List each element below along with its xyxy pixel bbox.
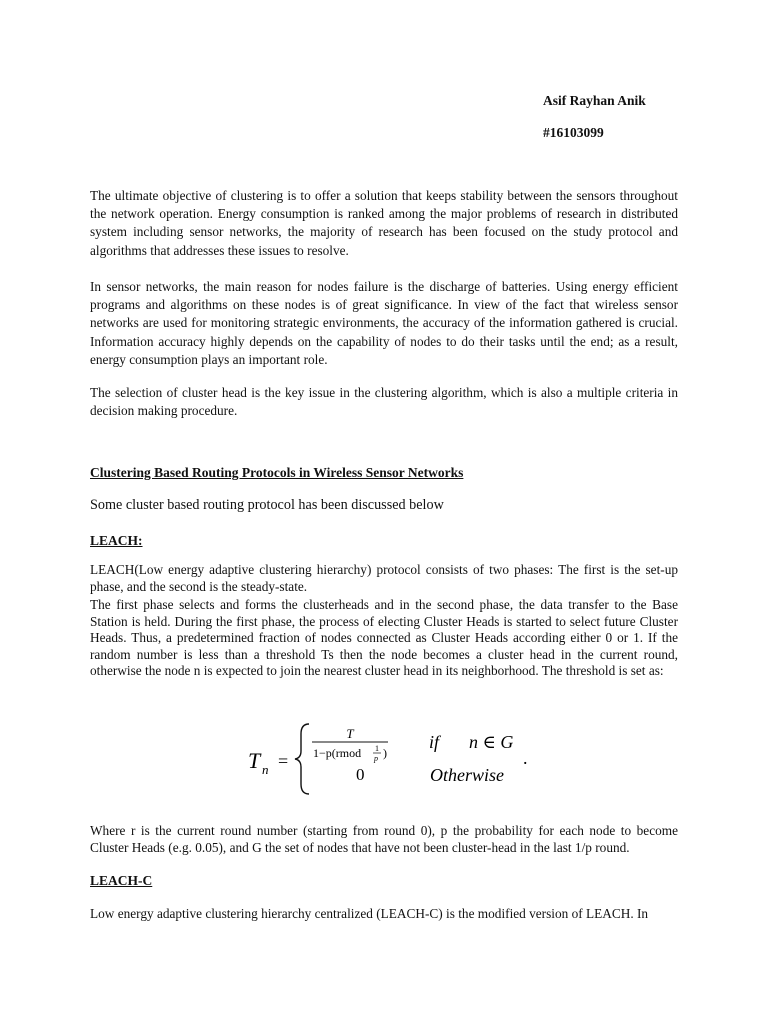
fraction-close-paren: ) [383,746,387,760]
section-subtitle: Some cluster based routing protocol has been discussed below [90,497,444,513]
section-title: Clustering Based Routing Protocols in Wireless Sensor Networks [90,465,464,480]
condition-otherwise: Otherwise [430,765,504,785]
leach-paragraph-3: Where r is the current round number (starting from round 0), p the probability for each node to become Cluster Heads (e.g. 0.05), and G the set of nodes that have not been cluster-head in the last 1/p round. [90,823,678,855]
formula-zero: 0 [356,765,365,784]
student-id: #16103099 [543,125,604,140]
intro-paragraph-1: The ultimate objective of clustering is to offer a solution that keeps stability between the sensors throughout the network operation. Energy consumption is ranked among the major problems of research in distributed system including sensor networks, the majority of research has been focused on the study protocol and algorithms that addresses these issues to resolve. [90,188,678,258]
formula-svg [240,718,560,798]
inner-fraction-numerator: 1 [375,744,379,753]
intro-paragraph-3: The selection of cluster head is the key issue in the clustering algorithm, which is also a multiple criteria in decision making procedure. [90,385,678,419]
leach-heading: LEACH: [90,533,143,548]
leach-c-heading: LEACH-C [90,873,153,888]
fraction-numerator: T [346,726,354,741]
formula-lhs: T [248,748,261,773]
author-name: Asif Rayhan Anik [543,93,646,108]
threshold-formula [240,718,560,798]
fraction-denominator: 1−p(rmod [313,746,362,760]
condition-set: n ∈ G [469,732,514,752]
inner-fraction-denominator: p [374,754,378,763]
formula-lhs-subscript: n [262,762,269,777]
leach-paragraph-1: LEACH(Low energy adaptive clustering hierarchy) protocol consists of two phases: The first is the set-up phase, and the second is the steady-state. [90,562,678,594]
formula-equals: = [278,751,289,771]
condition-if: if [429,732,440,752]
leach-paragraph-2: The first phase selects and forms the clusterheads and in the second phase, the data transfer to the Base Station is held. During the first phase, the process of electing Cluster Heads is started to select future Cluster Heads. Thus, a predetermined fraction of nodes connected as Cluster Heads according either 0 or 1. If the random number is less than a threshold Ts then the node becomes a cluster head in the current round, otherwise the node n is expected to join the nearest cluster head in its neighborhood. The threshold is set as: [90,597,678,679]
leach-c-paragraph-1: Low energy adaptive clustering hierarchy centralized (LEACH-C) is the modified version of LEACH. In [90,906,649,921]
left-brace [295,724,309,794]
intro-paragraph-2: In sensor networks, the main reason for nodes failure is the discharge of batteries. Using energy efficient programs and algorithms on these nodes is of great significance. In view of the fact that wireless sensor networks are used for monitoring strategic environments, the accuracy of the information gathered is crucial. Information accuracy highly depends on the capability of nodes to do their tasks until the end; as a result, energy consumption plays an important role. [90,279,678,367]
formula-period: . [523,748,528,768]
